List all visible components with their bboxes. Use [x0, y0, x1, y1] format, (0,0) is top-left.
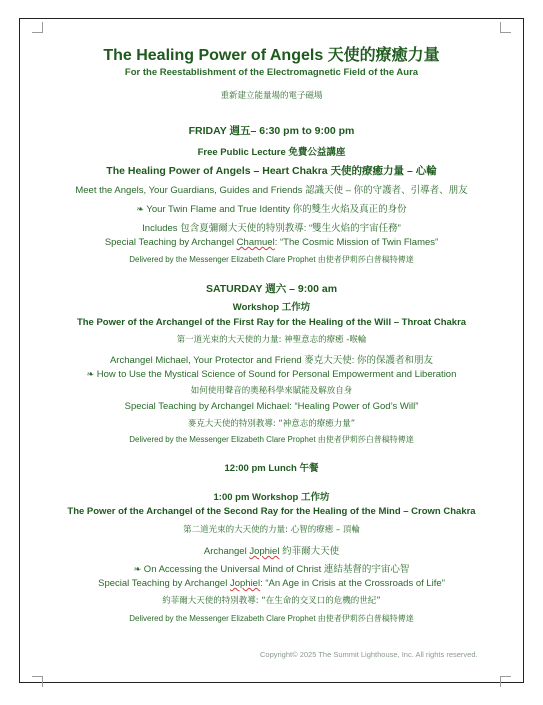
spellcheck-word: Chamuel [236, 237, 275, 248]
afternoon-line-1: Archangel Jophiel 約菲爾大天使 [203, 546, 340, 557]
copyright-notice: Copyright© 2025 The Summit Lighthouse, Inc. All rights reserved. [260, 650, 478, 659]
friday-delivered: Delivered by the Messenger Elizabeth Clare Prophet 由使者伊莉莎白普稿特傳達 [129, 255, 414, 264]
crop-mark-bottom-right [500, 676, 511, 687]
afternoon-talk-title-cn: 第二道光束的大天使的力量: 心智的療癒 – 頂輪 [183, 525, 360, 535]
crop-mark-top-left [32, 22, 43, 33]
saturday-line-3: Special Teaching by Archangel Michael: “Healing Power of God’s Will” [124, 401, 419, 412]
saturday-line-2: ❧ How to Use the Mystical Science of Sound for Personal Empowerment and Liberation [86, 369, 457, 380]
saturday-line-1: Archangel Michael, Your Protector and Friend 麥克大天使: 你的保護者和朋友 [109, 355, 434, 366]
friday-line-1: Meet the Angels, Your Guardians, Guides and Friends 認識天使 – 你的守護者、引導者、朋友 [75, 185, 468, 196]
lunch-heading: 12:00 pm Lunch 午餐 [224, 463, 319, 474]
friday-line-3: Includes 包含夏彌爾大天使的特別教導: “雙生火焰的宇宙任務” [142, 223, 401, 234]
afternoon-line-3-cn: 約菲爾大天使的特別教導: “在生命的交叉口的危機的世紀” [162, 596, 381, 606]
friday-talk-title: The Healing Power of Angels – Heart Chakra 天使的療癒力量 – 心輪 [106, 165, 437, 177]
leaf-bullet-icon: ❧ [86, 369, 95, 379]
document-subtitle: For the Reestablishment of the Electromagnetic Field of the Aura [124, 67, 419, 78]
afternoon-line-2: ❧ On Accessing the Universal Mind of Christ 連結基督的宇宙心智 [133, 564, 410, 575]
leaf-bullet-icon: ❧ [133, 564, 142, 574]
saturday-line-3-cn: 麥克大天使的特別教導: “神意志的療癒力量” [187, 419, 356, 429]
saturday-workshop: Workshop 工作坊 [232, 302, 311, 313]
afternoon-line-3: Special Teaching by Archangel Jophiel: “An Age in Crisis at the Crossroads of Life” [98, 578, 445, 589]
saturday-delivered: Delivered by the Messenger Elizabeth Clare Prophet 由使者伊莉莎白普稿特傳達 [129, 435, 414, 444]
friday-line-4: Special Teaching by Archangel Chamuel: “The Cosmic Mission of Twin Flames” [104, 237, 439, 248]
document-subtitle-cn: 重新建立能量場的電子磁場 [220, 91, 323, 101]
saturday-talk-title-cn: 第一道光束的大天使的力量: 神聖意志的療癒 -喉輪 [176, 335, 367, 345]
leaf-bullet-icon: ❧ [136, 204, 144, 214]
afternoon-talk-title: The Power of the Archangel of the Second Ray for the Healing of the Mind – Crown Chakra [67, 506, 476, 517]
friday-lecture-type: Free Public Lecture 免費公益講座 [197, 147, 346, 158]
document-title: The Healing Power of Angels 天使的療癒力量 [103, 47, 440, 64]
crop-mark-bottom-left [32, 676, 43, 687]
saturday-heading: SATURDAY 週六 – 9:00 am [205, 283, 338, 295]
friday-line-2: ❧ Your Twin Flame and True Identity 你的雙生火焰及真正的身份 [136, 204, 407, 215]
afternoon-heading: 1:00 pm Workshop 工作坊 [213, 492, 330, 503]
spellcheck-word: Jophiel [249, 546, 280, 557]
saturday-talk-title: The Power of the Archangel of the First Ray for the Healing of the Will – Throat Chakra [76, 317, 467, 328]
afternoon-delivered: Delivered by the Messenger Elizabeth Clare Prophet 由使者伊莉莎白普稿特傳達 [129, 614, 414, 623]
spellcheck-word: Jophiel [229, 578, 261, 589]
crop-mark-top-right [500, 22, 511, 33]
saturday-line-2-cn: 如何使用聲音的奧秘科學來賦能及解放自身 [190, 386, 353, 396]
friday-heading: FRIDAY 週五– 6:30 pm to 9:00 pm [188, 125, 355, 137]
